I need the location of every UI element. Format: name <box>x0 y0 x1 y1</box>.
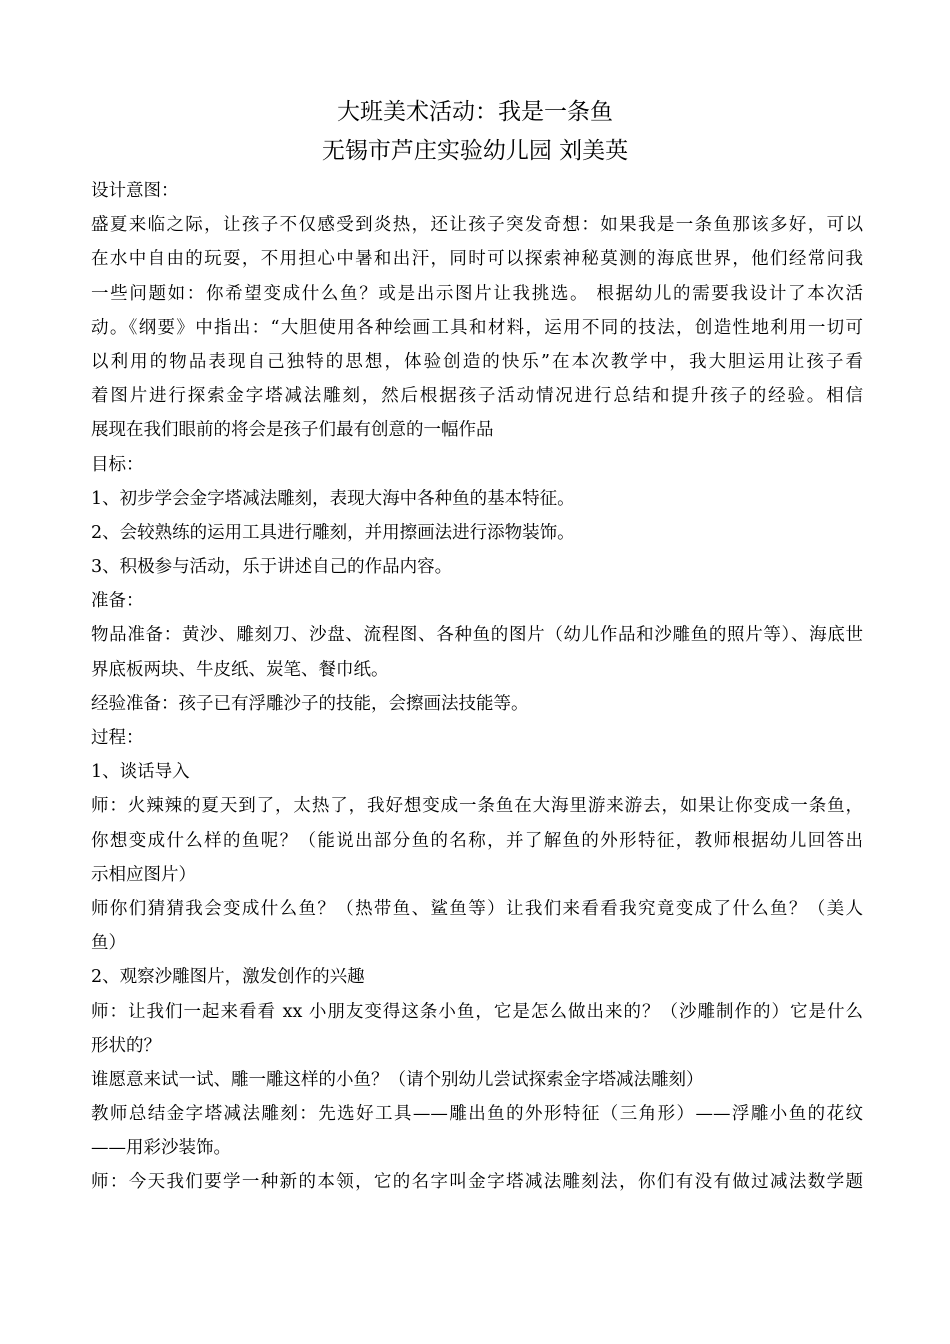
text-line: 着图片进行探索金字塔减法雕刻，然后根据孩子活动情况进行总结和提升孩子的经验。相信 <box>91 386 863 407</box>
text-line: 师：今天我们要学一种新的本领，它的名字叫金字塔减法雕刻法，你们有没有做过减法数学题 <box>91 1172 863 1193</box>
text-line: 过程： <box>91 728 144 748</box>
text-line: 目标： <box>91 454 144 475</box>
text-line: 1、谈话导入 <box>91 762 190 783</box>
text-line: 物品准备：黄沙、雕刻刀、沙盘、流程图、各种鱼的图片（幼儿作品和沙雕鱼的照片等）、海底世 <box>91 625 863 646</box>
text-line: 动。《纲要》中指出：“大胆使用各种绘画工具和材料，运用不同的技法，创造性地利用一切可 <box>91 317 863 338</box>
text-line: 师你们猜猜我会变成什么鱼？（热带鱼、鲨鱼等）让我们来看看我究竟变成了什么鱼？（美人 <box>91 898 863 919</box>
text-line: 2、观察沙雕图片，激发创作的兴趣 <box>91 967 365 988</box>
text-line: 设计意图： <box>91 181 179 201</box>
text-line: 示相应图片） <box>91 864 196 885</box>
text-line: 盛夏来临之际，让孩子不仅感受到炎热，还让孩子突发奇想：如果我是一条鱼那该多好，可以 <box>91 215 863 236</box>
document-title: 大班美术活动：我是一条鱼 <box>337 99 613 125</box>
text-line: 一些问题如：你希望变成什么鱼？或是出示图片让我挑选。 根据幼儿的需要我设计了本次活 <box>91 283 863 304</box>
text-line: 1、初步学会金字塔减法雕刻，表现大海中各种鱼的基本特征。 <box>91 488 575 509</box>
text-line: ——用彩沙装饰。 <box>91 1138 231 1159</box>
text-line: 2、会较熟练的运用工具进行雕刻，并用擦画法进行添物装饰。 <box>91 522 575 543</box>
text-line: 鱼） <box>91 933 126 954</box>
text-line: 3、积极参与活动，乐于讲述自己的作品内容。 <box>91 557 453 578</box>
text-line: 形状的？ <box>91 1035 161 1056</box>
document-subtitle: 无锡市芦庄实验幼儿园 刘美英 <box>321 138 629 164</box>
text-line: 你想变成什么样的鱼呢？（能说出部分鱼的名称，并了解鱼的外形特征，教师根据幼儿回答出 <box>91 830 863 851</box>
text-line: 在水中自由的玩耍，不用担心中暑和出汗，同时可以探索神秘莫测的海底世界，他们经常问我 <box>91 249 863 270</box>
text-line: 界底板两块、牛皮纸、炭笔、餐巾纸。 <box>91 659 389 680</box>
text-line: 以利用的物品表现自己独特的思想，体验创造的快乐”在本次教学中，我大胆运用让孩子看 <box>91 351 863 372</box>
text-line: 师：让我们一起来看看 xx 小朋友变得这条小鱼，它是怎么做出来的？（沙雕制作的）它是什么 <box>91 1001 863 1022</box>
text-line: 师：火辣辣的夏天到了，太热了，我好想变成一条鱼在大海里游来游去，如果让你变成一条鱼， <box>91 796 863 817</box>
document-body <box>91 174 863 1200</box>
text-line: 教师总结金字塔减法雕刻：先选好工具——雕出鱼的外形特征（三角形）——浮雕小鱼的花纹 <box>91 1104 863 1125</box>
text-line: 经验准备：孩子已有浮雕沙子的技能，会擦画法技能等。 <box>91 693 529 714</box>
text-line: 准备： <box>91 591 144 612</box>
text-line: 谁愿意来试一试、雕一雕这样的小鱼？（请个别幼儿尝试探索金字塔减法雕刻） <box>91 1069 704 1090</box>
text-line: 展现在我们眼前的将会是孩子们最有创意的一幅作品 <box>91 420 494 441</box>
